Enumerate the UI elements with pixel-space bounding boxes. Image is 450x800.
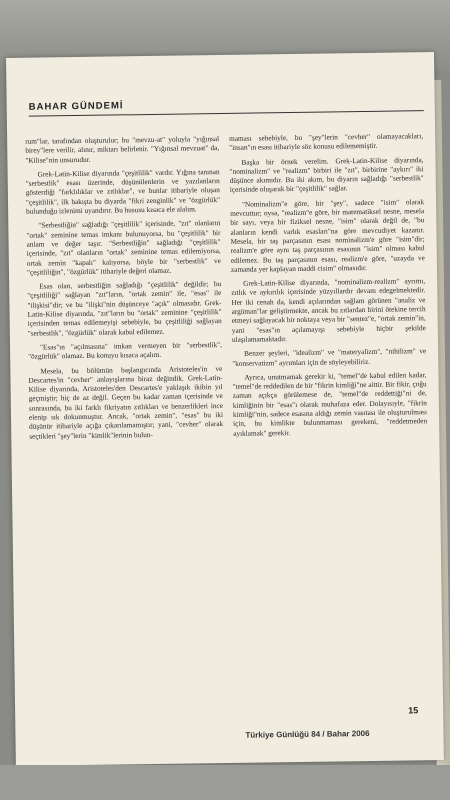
left-column bbox=[25, 135, 223, 447]
section-header: BAHAR GÜNDEMİ bbox=[29, 96, 424, 117]
background-bottom bbox=[0, 765, 450, 800]
paragraph: Grek-Latin-Kilise diyarında "çeşitlilik" vardır. Yığına tanınan "serbestlik" esası üzerinde, düşünülenlerin ve yazılanların gösterdiği "farklılıklar ve zıtlıklar", ve bunlar itibariyle oluşan "çeşitlilik", ilk bakışta bu diyarda "fikri zenginlik" ve "özgürlük" bulunduğu izlenimi uyandırır. Bu hususu kısaca ele alalım. bbox=[25, 167, 221, 216]
paragraph: Ayrıca, unutmamak gerekir ki, "temel"de kabul edilen kadar, "temel"de reddedilen de bir "fikrin kimliği"ne aittir. Bir fikir, çoğu zaman açıkça görülemese de, "temel"de reddettiği"ni de, kimliğinin bir "esas"ı olarak muhafaza eder. Dolayısıyle, "fikrin kimliği"nin, sadece esasına aldığı zemin vasıtası ile oluşturulması için, bu kimlikte bulunmaması gerekeni, "reddetmeden ayıklamak" gerekir. bbox=[232, 370, 428, 438]
paragraph: "Esas"ın "açılmasına" imkan vermeyen bir "serbestlik", "özgürlük" olamaz. Bu konuyu kısaca açalım. bbox=[28, 340, 223, 361]
paragraph: maması sebebiyle, bu "şey"lerin "cevher" olamayacakları, "insan"ın esası itibariyle söz konusu edilememiştir. bbox=[229, 132, 424, 153]
paragraph: Mesela, bu bölümün başlangıcında Aristoteles'in ve Descartes'in "cevher" anlayışlarına biraz değindik. Grek-Latin-Kilise diyarında, Aristoteles'den Descartes'e yaklaşık ikibin yıl geçmiştir; hiç de az değil. Geçen bu kadar zaman içerisinde ve sonrasında, bu iki farklı fikriyatın zıtlıkları ve benzerlikleri ince elenip sık dokunmuştur. Ancak, "ortak zemin", "esas" bu iki düşünür itibariyle açığa çıkarılamamıştır; yani, "cevher" olarak seçtikleri "şey"lerin "kimlik"lerinin bulun- bbox=[28, 364, 224, 441]
page-number: 15 bbox=[408, 705, 419, 716]
paragraph: rum"lar, tarafından oluşturulur; bu "mevzu-at" yoluyla "yığınsal birey"lere verilir, alınır, miktarı belirlenir. "Yığınsal mevzuat" da, "Kilise"nin unsurudur. bbox=[25, 135, 220, 165]
paragraph: "Serbestliğin" sağladığı "çeşitlilik" içerisinde, "zıt" olanların "ortak" zeminine temas imkanı bulunuyorsa, bu "çeşitlilik" bir anlam ve değer taşır. "Serbestliğin" sağladığı "çeşitlilik" içerisinde, "zıt" olanların "ortak" zeminine temas edilemiyorsa, ortak zemin "kapalı" kalıyorsa, böyle bir "serbestlik" ve "çeşitliliğin", "özgürlük" itibariyle değeri olamaz. bbox=[26, 219, 221, 277]
magazine-page bbox=[6, 52, 444, 766]
paragraph: Grek-Latin-Kilise diyarında, "nominalizm-realizm" ayrımı, zıtlık ve aykırılık içerisinde yüzyıllardır devam edegelmektedir. Her iki cenah da, kendi açılarından sağlam görünen "analiz ve argüman"lar geliştirmekte, ancak bu zıtlardan birini ötekine tercih etmeyi sağlayacak bir noktaya veya bir "sentez"e, "ortak zemin"in, yani "esas"ın açılamayışı sebebiyle hiçbir şekilde ulaşılamamaktadır. bbox=[231, 277, 426, 344]
right-column bbox=[229, 132, 427, 444]
publication-footer: Türkiye Günlüğü 84 / Bahar 2006 bbox=[245, 728, 370, 740]
paragraph: Başka bir örnek verelim. Grek-Latin-Kilise diyarında, "nominalizm" ve "realizm" birbiri ile "zıt", birbirine "aykırı" iki düşünce akımıdır. Bu iki akım, bu diyarın sağladığı "serbestlik" içerisinde oluşarak bir "çeşitlilik" sağlar. bbox=[229, 155, 424, 195]
paragraph: "Nominalizm"e göre, bir "şey", sadece "isim" olarak mevcuttur; oysa, "realizm"e göre, bir matematiksel nesne, mesela bir sayı, veya bir fiziksel nesne, "isim" olarak değil de, "bu alanların kendi varlık esasları"na göre mevcudiyet kazanır. Mesela, bir taş parçasının esası nominalizm'e göre "isim"dir; realizm'e göre aynı taş parçasının esasının "isim" olması kabul edilemez. Bu taş parçasının esası, realizm'e göre, "uzayda ve zamanda yer kaplayan maddi cisim" olmasıdır. bbox=[230, 197, 425, 274]
paragraph: Esas olan, serbestliğin sağladığı "çeşitlilik" değildir; bu "çeşitliliği" sağlayan "zıt"ların, "ortak zemin" ile, "esas" ile "ilişkisi"dir; ve bu "ilişki"nin düşünceye "açık" olmasıdır. Grek-Latin-Kilise diyarında, "zıt"ların bu "ortak" zeminine "çeşitlilik" içerisinden temas edilemeyişi sebebiyle, bu çeşitliliği sağlayan "serbestlik", "özgürlük" olarak kabul edilemez. bbox=[27, 280, 222, 338]
paragraph: Benzer şeyleri, "idealizm" ve "materyalizm", "nihilizm" ve "konservatizm" ayrımları için de söyleyebiliriz. bbox=[232, 347, 427, 368]
